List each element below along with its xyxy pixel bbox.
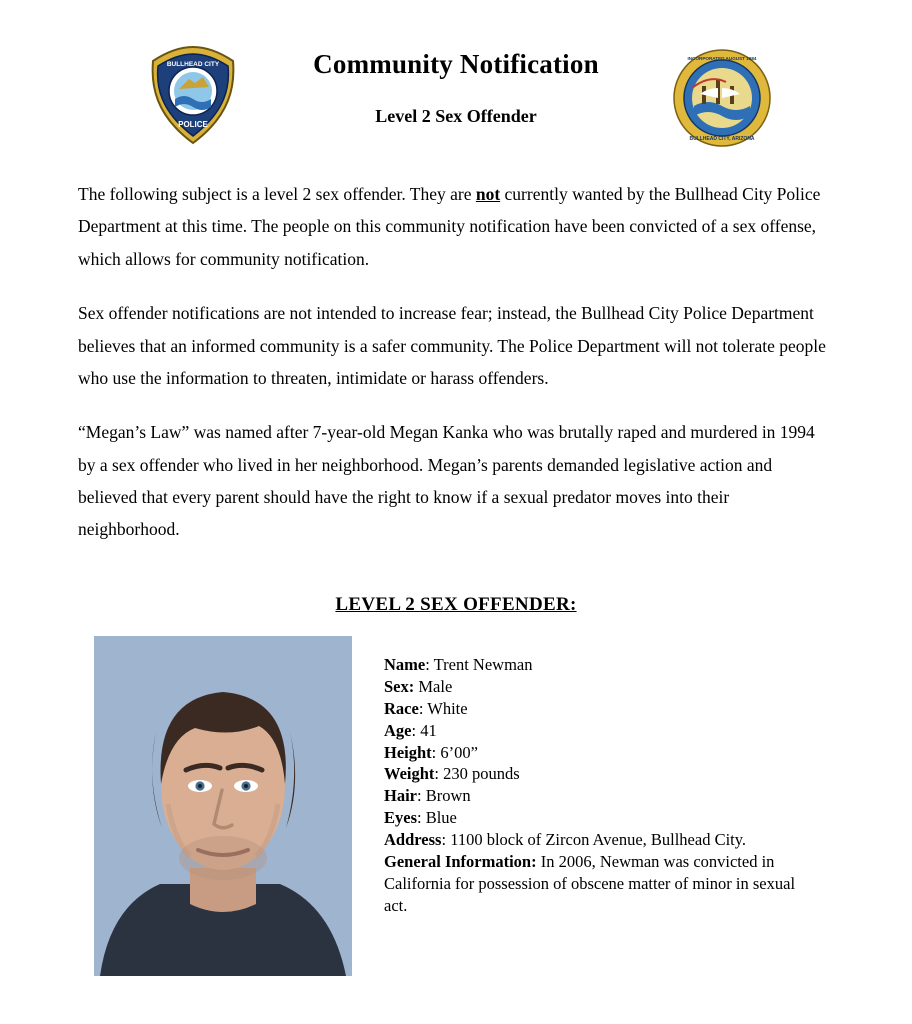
- detail-row-height: [384, 742, 804, 764]
- detail-value-age: 41: [420, 720, 437, 740]
- paragraph-purpose: Sex offender notifications are not intended to increase fear; instead, the Bullhead City Police Department believes that an informed community is a safer community. The Police Department will not tolerate people who use the information to threaten, intimidate or harass offenders.: [78, 303, 826, 388]
- paragraph-megans-law: “Megan’s Law” was named after 7-year-old Megan Kanka who was brutally raped and murdered in 1994 by a sex offender who lived in her neighborhood. Megan’s parents demanded legislative action and believed that every parent should have the right to know if a sexual predator moves into their neighborhood.: [78, 422, 815, 540]
- detail-row-race: [384, 698, 804, 720]
- detail-label-sex: Sex:: [384, 676, 415, 696]
- detail-label-age: Age: [384, 720, 412, 740]
- page-title: Community Notification: [313, 49, 599, 79]
- detail-row-eyes: [384, 807, 804, 829]
- page-subtitle: Level 2 Sex Offender: [375, 106, 537, 127]
- detail-row-name: [384, 654, 804, 676]
- paragraph-1-part-2: currently wanted by the Bullhead City Police Department at this time. The people on this community notification have been convicted of a sex offense, which allows for community notification.: [78, 184, 821, 269]
- detail-row-hair: [384, 785, 804, 807]
- detail-row-weight: [384, 763, 804, 785]
- header-title-block: [250, 48, 662, 127]
- detail-sep-name: :: [425, 654, 434, 674]
- paragraph-intro: [78, 178, 834, 275]
- svg-text:BULLHEAD CITY, ARIZONA: BULLHEAD CITY, ARIZONA: [689, 136, 755, 142]
- paragraph-1-emphasis: not: [475, 184, 501, 204]
- offender-details: [384, 636, 804, 917]
- detail-label-address: Address: [384, 830, 442, 850]
- svg-text:POLICE: POLICE: [178, 120, 208, 129]
- paragraph-1-part-1: The following subject is a level 2 sex offender. They are: [78, 184, 476, 204]
- detail-sep-eyes: :: [417, 808, 426, 828]
- detail-label-height: Height: [384, 742, 432, 762]
- detail-sep-height: :: [431, 742, 441, 762]
- detail-sep-weight: :: [434, 764, 444, 784]
- detail-row-address: [384, 829, 804, 851]
- detail-value-general-information: In 2006, Newman was convicted in California for possession of obscene matter of minor in sexual act.: [384, 852, 796, 916]
- detail-sep-address: :: [441, 830, 451, 850]
- bullhead-city-police-badge-icon: [145, 45, 241, 145]
- detail-label-weight: Weight: [384, 764, 435, 784]
- detail-value-weight: 230 pounds: [443, 764, 520, 784]
- document-body: [78, 178, 834, 976]
- detail-row-age: [384, 720, 804, 742]
- svg-text:BULLHEAD CITY: BULLHEAD CITY: [166, 61, 220, 68]
- detail-sep-race: :: [418, 698, 428, 718]
- offender-photo: [94, 636, 352, 976]
- detail-value-sex: Male: [418, 676, 453, 696]
- city-of-bullhead-city-seal-icon: [672, 48, 772, 148]
- detail-value-height: 6’00”: [440, 742, 478, 762]
- detail-label-hair: Hair: [384, 786, 417, 806]
- detail-label-general-information: General Information:: [384, 852, 537, 872]
- detail-label-eyes: Eyes: [384, 808, 417, 828]
- offender-record: [78, 636, 834, 976]
- detail-value-hair: Brown: [425, 786, 471, 806]
- detail-value-address: 1100 block of Zircon Avenue, Bullhead City.: [450, 830, 747, 850]
- detail-label-name: Name: [384, 654, 426, 674]
- detail-row-sex: [384, 676, 804, 698]
- detail-sep-hair: :: [417, 786, 426, 806]
- detail-label-race: Race: [384, 698, 419, 718]
- section-heading: LEVEL 2 SEX OFFENDER:: [335, 593, 577, 615]
- detail-value-race: White: [427, 698, 468, 718]
- detail-value-eyes: Blue: [425, 808, 457, 828]
- document-header: [0, 0, 912, 160]
- detail-value-name: Trent Newman: [433, 654, 533, 674]
- detail-row-general-information: [384, 851, 804, 917]
- detail-sep-age: :: [411, 720, 421, 740]
- svg-text:INCORPORATED AUGUST 1984: INCORPORATED AUGUST 1984: [687, 56, 757, 61]
